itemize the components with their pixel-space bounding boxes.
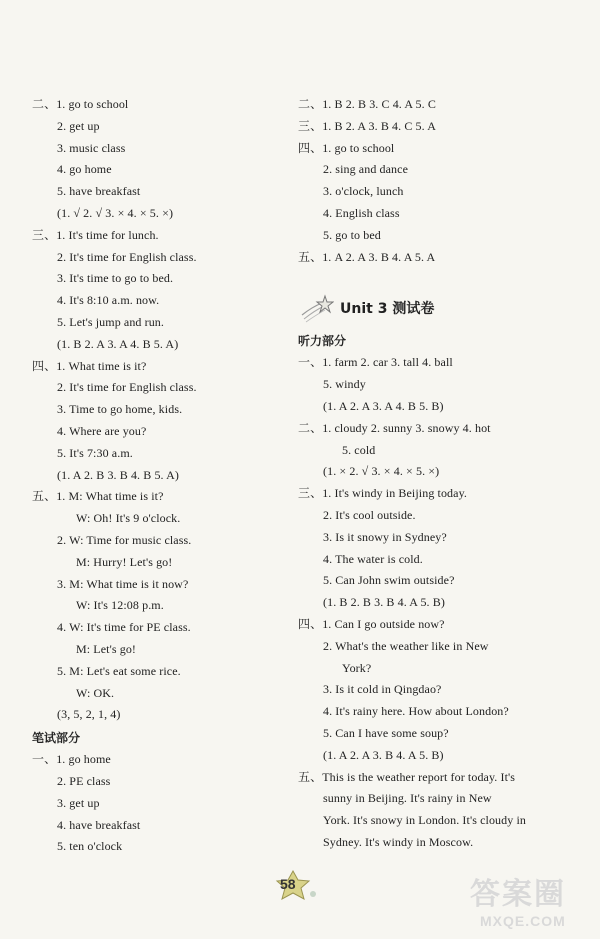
unit-heading xyxy=(300,290,568,326)
right-column-top xyxy=(298,94,568,268)
answer-line: 3. Is it snowy in Sydney? xyxy=(323,529,447,544)
answer-line: 3. Time to go home, kids. xyxy=(57,402,183,417)
answer-line: 3. get up xyxy=(57,795,100,810)
answer-line: 4. English class xyxy=(323,205,400,220)
answer-line: 4. Where are you? xyxy=(57,423,147,438)
answer-line: 3. o'clock, lunch xyxy=(323,184,404,199)
answer-line: 5. windy xyxy=(323,377,366,392)
answer-line: 三、1. It's windy in Beijing today. xyxy=(298,486,468,501)
answer-line: M: Hurry! Let's go! xyxy=(76,554,173,569)
watermark-title: 答案圈 xyxy=(470,878,566,911)
answer-line: 4. The water is cold. xyxy=(323,551,423,566)
answer-line: 五、1. M: What time is it? xyxy=(32,489,164,504)
answer-line: 四、1. go to school xyxy=(298,140,395,155)
answer-line: 2. W: Time for music class. xyxy=(57,532,192,547)
answer-line: 2. What's the weather like in New xyxy=(323,638,489,653)
answer-line: sunny in Beijing. It's rainy in New xyxy=(323,791,492,806)
answer-line: 三、1. It's time for lunch. xyxy=(32,227,159,242)
section-heading: 听力部分 xyxy=(298,334,347,349)
answer-line: (1. A 2. B 3. B 4. B 5. A) xyxy=(57,467,179,482)
page-number-badge xyxy=(268,870,328,900)
answer-line: (1. √ 2. √ 3. × 4. × 5. ×) xyxy=(57,205,174,220)
answer-line: 一、1. farm 2. car 3. tall 4. ball xyxy=(298,355,453,370)
answer-line: 四、1. What time is it? xyxy=(32,358,147,373)
answer-line: 四、1. Can I go outside now? xyxy=(298,616,445,631)
answer-line: W: Oh! It's 9 o'clock. xyxy=(76,511,181,526)
answer-line: 5. cold xyxy=(342,442,376,457)
answer-line: 2. get up xyxy=(57,118,100,133)
left-column xyxy=(32,94,287,858)
answer-line: 4. It's rainy here. How about London? xyxy=(323,704,509,719)
answer-line: (1. A 2. A 3. A 4. B 5. B) xyxy=(323,398,444,413)
answer-line: (1. B 2. B 3. B 4. A 5. B) xyxy=(323,595,445,610)
answer-line: (1. B 2. A 3. A 4. B 5. A) xyxy=(57,336,179,351)
answer-line: 5. ten o'clock xyxy=(57,839,123,854)
answer-line: 2. It's time for English class. xyxy=(57,380,197,395)
section-heading: 笔试部分 xyxy=(32,731,81,746)
answer-line: 二、1. B 2. B 3. C 4. A 5. C xyxy=(298,97,436,111)
answer-line: 4. have breakfast xyxy=(57,817,141,832)
watermark xyxy=(470,869,590,931)
watermark-url: MXQE.COM xyxy=(480,913,566,929)
page-number: 58 xyxy=(280,876,296,892)
answer-line: 3. M: What time is it now? xyxy=(57,576,189,591)
answer-line: 2. It's time for English class. xyxy=(57,249,197,264)
answer-line: 4. W: It's time for PE class. xyxy=(57,620,191,635)
answer-line: York? xyxy=(342,660,372,675)
answer-line: 4. It's 8:10 a.m. now. xyxy=(57,293,160,308)
answer-line: 一、1. go home xyxy=(32,752,111,767)
answer-line: 5. M: Let's eat some rice. xyxy=(57,663,181,678)
answer-line: 三、1. B 2. A 3. B 4. C 5. A xyxy=(298,118,436,133)
unit-title: Unit 3 测试卷 xyxy=(340,301,435,318)
answer-line: W: OK. xyxy=(76,685,115,700)
answer-line: 5. It's 7:30 a.m. xyxy=(57,445,133,460)
answer-line: 2. sing and dance xyxy=(323,162,409,177)
shooting-star-icon xyxy=(300,293,334,323)
answer-line: 5. have breakfast xyxy=(57,184,141,199)
answer-line: 3. Is it cold in Qingdao? xyxy=(323,682,442,697)
right-column-bottom xyxy=(298,330,568,853)
right-column xyxy=(298,94,568,854)
answer-line: 5. go to bed xyxy=(323,227,381,242)
answer-line: (1. × 2. √ 3. × 4. × 5. ×) xyxy=(323,464,440,479)
answer-line: 5. Let's jump and run. xyxy=(57,314,165,329)
answer-line: (3, 5, 2, 1, 4) xyxy=(57,707,121,722)
answer-line: M: Let's go! xyxy=(76,641,137,656)
answer-line: 二、1. go to school xyxy=(32,97,129,111)
answer-line: W: It's 12:08 p.m. xyxy=(76,598,164,613)
answer-line: 4. go home xyxy=(57,162,112,177)
answer-line: (1. A 2. A 3. B 4. A 5. B) xyxy=(323,747,444,762)
answer-line: Sydney. It's windy in Moscow. xyxy=(323,834,474,849)
answer-line: York. It's snowy in London. It's cloudy in xyxy=(323,813,526,828)
answer-line: 5. Can I have some soup? xyxy=(323,725,449,740)
answer-line: 二、1. cloudy 2. sunny 3. snowy 4. hot xyxy=(298,420,491,435)
answer-line: 3. music class xyxy=(57,140,126,155)
answer-line: 5. Can John swim outside? xyxy=(323,573,455,588)
answer-line: 2. PE class xyxy=(57,773,111,788)
answer-line: 2. It's cool outside. xyxy=(323,507,416,522)
answer-line: 五、1. A 2. A 3. B 4. A 5. A xyxy=(298,249,436,264)
answer-line: 五、This is the weather report for today. It's xyxy=(298,769,516,784)
answer-line: 3. It's time to go to bed. xyxy=(57,271,174,286)
